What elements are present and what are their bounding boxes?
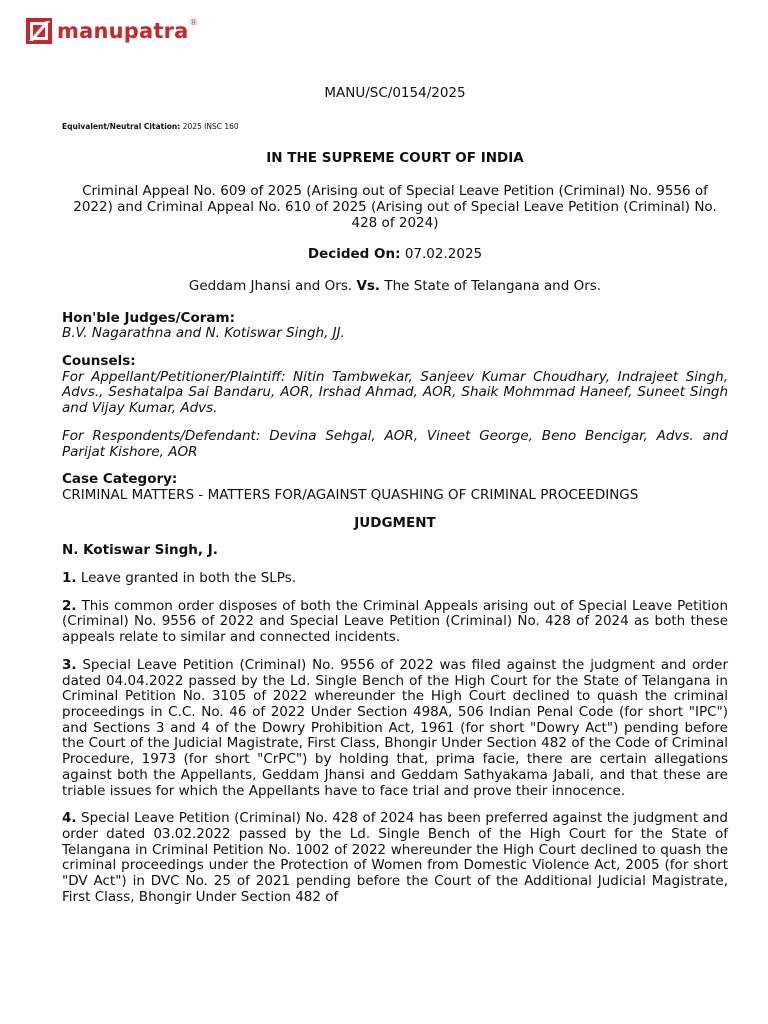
paragraph-4 bbox=[62, 811, 728, 905]
paragraph-text: This common order disposes of both the Criminal Appeals arising out of Special Leave Petition (Criminal) No. 9556 of 2022 and Special Leave Petition (Criminal) No. 428 of 2024 as both these appeals relate to similar and connected incidents. bbox=[62, 597, 728, 646]
equivalent-citation-value: 2025 INSC 160 bbox=[182, 121, 239, 131]
brand-name: manupatra bbox=[57, 19, 189, 43]
counsels-heading: Counsels: bbox=[62, 353, 136, 370]
paragraph-2 bbox=[62, 599, 728, 646]
paragraph-number: 2. bbox=[62, 597, 77, 614]
paragraph-number: 3. bbox=[62, 656, 77, 673]
versus: Vs. bbox=[356, 277, 381, 294]
decided-label: Decided On: bbox=[307, 246, 401, 263]
appellant-party: Geddam Jhansi and Ors. bbox=[188, 277, 353, 294]
manupatra-logo-icon bbox=[26, 18, 52, 44]
respondent-counsels: For Respondents/Defendant: Devina Sehgal, AOR, Vineet George, Beno Bencigar, Advs. and Parijat Kishore, AOR bbox=[62, 427, 728, 460]
paragraph-1 bbox=[62, 571, 728, 587]
case-category-section bbox=[62, 472, 728, 503]
paragraph-3 bbox=[62, 658, 728, 799]
paragraph-text: Special Leave Petition (Criminal) No. 9556 of 2022 was filed against the judgment and order dated 04.04.2022 passed by the Ld. Single Bench of the High Court for the State of Telangana in Criminal Petition No. 3105 of 2022 whereunder the High Court declined to quash the criminal proceedings in C.C. No. 46 of 2022 Under Section 498A, 506 Indian Penal Code (for short "IPC") and Sections 3 and 4 of the Dowry Prohibition Act, 1961 (for short "Dowry Act") pending before the Court of the Judicial Magistrate, First Class, Bhongir Under Section 482 of the Code of Criminal Procedure, 1973 (for short "CrPC") by holding that, prima facie, there are certain allegations against both the Appellants, Geddam Jhansi and Geddam Sathyakama Jabali, and that these are triable issues for which the Appellants have to face trial and prove their innocence. bbox=[62, 656, 728, 799]
decided-date: 07.02.2025 bbox=[404, 246, 483, 263]
judges-heading: Hon'ble Judges/Coram: bbox=[62, 309, 235, 326]
paragraph-text: Special Leave Petition (Criminal) No. 428 of 2024 has been preferred against the judgment and order dated 03.02.2022 passed by the Ld. Single Bench of the High Court for the State of Telangana in Criminal Petition No. 1002 of 2022 whereunder the High Court declined to quash the criminal proceedings under the Protection of Women from Domestic Violence Act, 2005 (for short "DV Act") in DVC No. 25 of 2021 pending before the Court of the Additional Judicial Magistrate, First Class, Bhongir Under Section 482 of bbox=[62, 810, 728, 905]
parties bbox=[62, 279, 728, 295]
paragraph-number: 4. bbox=[62, 810, 77, 827]
equivalent-citation-label: Equivalent/Neutral Citation: bbox=[62, 121, 181, 131]
document-body bbox=[62, 86, 728, 917]
court-name: IN THE SUPREME COURT OF INDIA bbox=[266, 150, 524, 167]
judges-names: B.V. Nagarathna and N. Kotiswar Singh, JJ. bbox=[62, 325, 345, 342]
case-category-heading: Case Category: bbox=[62, 471, 178, 488]
case-numbers: Criminal Appeal No. 609 of 2025 (Arising out of Special Leave Petition (Criminal) No. 9556 of 2022) and Criminal Appeal No. 610 of 2025 (Arising out of Special Leave Petition (Criminal) No. 428 of 2024) bbox=[73, 183, 717, 231]
case-category-value: CRIMINAL MATTERS - MATTERS FOR/AGAINST QUASHING OF CRIMINAL PROCEEDINGS bbox=[62, 486, 639, 503]
judges-section bbox=[62, 311, 728, 342]
judgment-author: N. Kotiswar Singh, J. bbox=[62, 542, 218, 559]
counsels-section bbox=[62, 354, 728, 460]
respondent-party: The State of Telangana and Ors. bbox=[384, 277, 602, 294]
decided-on bbox=[62, 247, 728, 263]
paragraph-number: 1. bbox=[62, 570, 77, 587]
manupatra-logo bbox=[26, 18, 198, 44]
paragraph-text: Leave granted in both the SLPs. bbox=[80, 570, 297, 587]
judgment-heading: JUDGMENT bbox=[354, 514, 436, 531]
equivalent-citation bbox=[62, 119, 728, 135]
citation: MANU/SC/0154/2025 bbox=[324, 85, 466, 101]
appellant-counsels: For Appellant/Petitioner/Plaintiff: Nitin Tambwekar, Sanjeev Kumar Choudhary, Indrajeet Singh, Advs., Seshatalpa Sai Bandaru, AOR, Irshad Ahmad, AOR, Shaik Mohmmad Haneef, Suneet Singh and Vijay Kumar, Advs. bbox=[62, 368, 728, 417]
brand-registered-mark: ® bbox=[189, 17, 198, 27]
